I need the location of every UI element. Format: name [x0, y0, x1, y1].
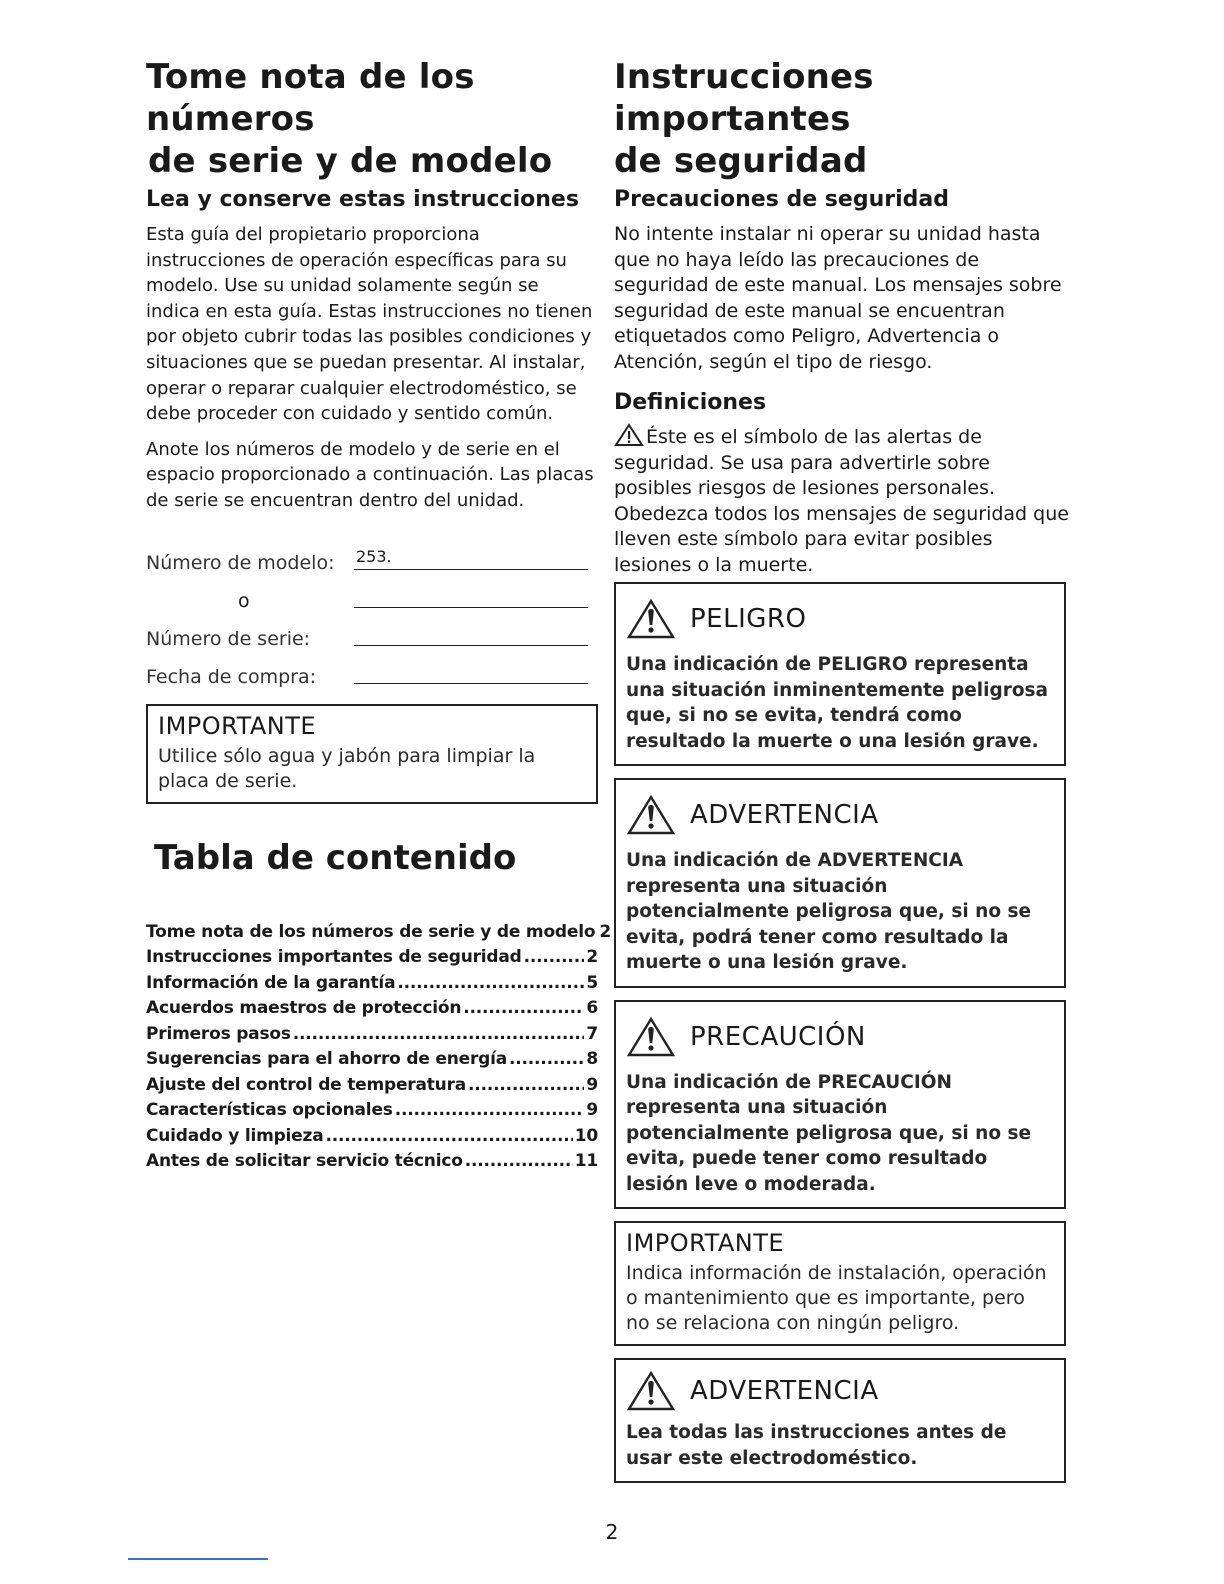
toc-item[interactable]: Cuidado y limpieza ..... 10	[146, 1124, 598, 1150]
title-line-1: Tome nota de los números	[146, 57, 475, 139]
serial-number-field	[146, 618, 598, 656]
important-info-title: IMPORTANTE	[626, 1229, 785, 1257]
model-number-label: Número de modelo:	[146, 551, 335, 574]
safety-paragraph: No intente instalar ni operar su unidad hasta que no haya leído las precauciones de seguridad de este manual. Los mensajes sobre seguridad de este manual se encuentran etiquetados como Peligro, Advertencia o Atención, según el tipo de riesgo.	[614, 223, 1062, 373]
bottom-rule	[128, 1558, 268, 1560]
page-number: 2	[605, 1520, 619, 1544]
serial-model-title	[146, 56, 598, 182]
or-line	[354, 607, 588, 608]
toc-item[interactable]: Características opcionales ..... 9	[146, 1098, 598, 1124]
final-warning-text: Lea todas las instrucciones antes de usar este electrodoméstico.	[626, 1422, 1007, 1469]
toc-item[interactable]: Primeros pasos ..... 7	[146, 1022, 598, 1048]
toc-title: Tabla de contenido	[154, 837, 517, 878]
caution-box	[614, 1000, 1066, 1210]
serial-number-line	[354, 645, 588, 646]
warning-triangle-icon	[626, 598, 676, 640]
warning-triangle-icon	[614, 423, 644, 447]
toc-item[interactable]: Sugerencias para el ahorro de energía ..... 8	[146, 1047, 598, 1073]
important-text: Utilice sólo agua y jabón para limpiar la placa de serie.	[158, 744, 536, 792]
or-field	[146, 580, 598, 618]
danger-text: Una indicación de PELIGRO representa una situación inminentemente peligrosa que, si no se evita, tendrá como resultado la muerte o una lesión grave.	[626, 654, 1049, 752]
caution-text: Una indicación de PRECAUCIÓN representa una situación potencialmente peligrosa que, si no se evita, puede tener como resultado lesión leve o moderada.	[626, 1071, 1032, 1195]
warning-triangle-icon	[626, 1370, 676, 1412]
title-line-2: de serie y de modelo	[148, 141, 553, 181]
danger-box	[614, 582, 1066, 766]
important-box-serial-plate	[146, 704, 598, 804]
safety-title-line-2: de seguridad	[614, 141, 868, 181]
or-label: o	[238, 589, 250, 612]
left-column	[146, 56, 611, 1175]
final-warning-box	[614, 1358, 1066, 1483]
model-number-field	[146, 542, 598, 580]
caution-title: PRECAUCIÓN	[690, 1021, 866, 1052]
serial-number-label: Número de serie:	[146, 627, 311, 650]
warning-box	[614, 778, 1066, 988]
warning-triangle-icon	[626, 794, 676, 836]
serial-model-subtitle: Lea y conserve estas instrucciones	[146, 187, 579, 212]
safety-title	[614, 56, 1070, 182]
safety-subtitle: Precauciones de seguridad	[614, 187, 949, 212]
toc-item[interactable]: Instrucciones importantes de seguridad ..... 2	[146, 945, 598, 971]
warning-text: Una indicación de ADVERTENCIA representa una situación potencialmente peligrosa que, si no se evita, podrá tener como resultado la muerte o una lesión grave.	[626, 850, 1032, 973]
model-number-value: 253.	[356, 546, 392, 566]
toc-item[interactable]: Información de la garantía ..... 5	[146, 971, 598, 997]
important-info-text: Indica información de instalación, operación o mantenimiento que es importante, pero no se relaciona con ningún peligro.	[626, 1262, 1047, 1334]
danger-title: PELIGRO	[690, 604, 807, 634]
model-number-line	[354, 569, 588, 570]
right-column	[614, 56, 1070, 1495]
toc-item[interactable]: Acuerdos maestros de protección ..... 6	[146, 996, 598, 1022]
purchase-date-field	[146, 656, 598, 694]
definitions-text: Éste es el símbolo de las alertas de seguridad. Se usa para advertirle sobre posibles riesgos de lesiones personales. Obedezca todos los mensajes de seguridad que lleven este símbolo para evitar posibles lesiones o la muerte.	[614, 426, 1069, 576]
intro-paragraph: Esta guía del propietario proporciona instrucciones de operación específicas para su modelo. Use su unidad solamente según se indica en esta guía. Estas instrucciones no tienen por objeto cubrir todas las posibles condiciones y situaciones que se puedan presentar. Al instalar, operar o reparar cualquier electrodoméstico, se debe proceder con cuidado y sentido común.	[146, 224, 593, 425]
final-warning-title: ADVERTENCIA	[690, 1376, 879, 1406]
purchase-date-label: Fecha de compra:	[146, 665, 317, 688]
record-numbers-paragraph: Anote los números de modelo y de serie en el espacio proporcionado a continuación. Las placas de serie se encuentran dentro del unidad.	[146, 438, 594, 511]
toc-item[interactable]: Antes de solicitar servicio técnico ..... 11	[146, 1149, 598, 1175]
definitions-heading: Definiciones	[614, 390, 767, 415]
toc-list	[146, 920, 611, 1175]
warning-triangle-icon	[626, 1016, 676, 1058]
definitions-paragraph	[614, 423, 1070, 578]
important-box-info	[614, 1221, 1066, 1346]
important-title: IMPORTANTE	[158, 711, 317, 740]
warning-title: ADVERTENCIA	[690, 800, 879, 830]
purchase-date-line	[354, 683, 588, 684]
safety-title-line-1: Instrucciones importantes	[614, 57, 874, 139]
toc-item[interactable]: Tome nota de los números de serie y de modelo 2	[146, 921, 611, 942]
toc-item[interactable]: Ajuste del control de temperatura ..... 9	[146, 1073, 598, 1099]
